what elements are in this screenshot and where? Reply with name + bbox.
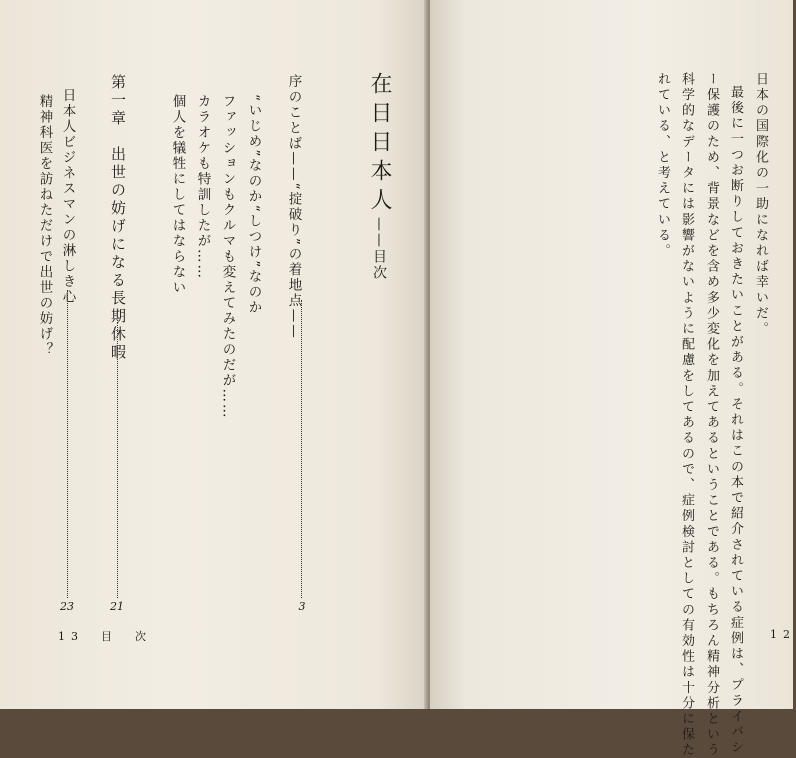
- toc-subitem: 精神科医を訪ねただけで出世の妨げ？: [36, 94, 53, 358]
- right-page: [430, 0, 796, 758]
- toc-section-label: 日本人ビジネスマンの淋しき心: [59, 88, 76, 305]
- toc-subitem: “いじめ”なのか“しつけ”なのか: [245, 94, 262, 316]
- page-title-group: [368, 72, 390, 281]
- page-title: 在日日本人: [367, 72, 392, 217]
- right-folio: 12: [770, 628, 796, 641]
- page-subtitle: ——目次: [371, 217, 387, 281]
- body-line: 科学的なデータには影響がないように配慮をしてあるので、症例検討としての有効性は十分に保た: [679, 72, 694, 758]
- toc-chapter-leader: [117, 322, 118, 598]
- body-line: 日本の国際化の一助になれば幸いだ。: [753, 72, 768, 338]
- toc-chapter-label: 第一章 出世の妨げになる長期休暇: [109, 74, 127, 362]
- toc-subitem: 個人を犠牲にしてはならない: [169, 94, 186, 296]
- toc-preface-leader: [301, 300, 302, 598]
- toc-section-page: 23: [60, 600, 74, 613]
- toc-preface-page: 3: [298, 600, 306, 613]
- toc-subitem: ファッションもクルマも変えてみたのだが……: [219, 94, 236, 420]
- toc-section-leader: [67, 290, 68, 598]
- body-line: 最後に一つお断りしておきたいことがある。それはこの本で紹介されている症例は、プライバシ: [728, 85, 743, 756]
- body-line: ー保護のため、背景などを含め多少変化を加えてあるということである。もちろん精神分析という: [704, 72, 719, 758]
- toc-preface-label: 序のことば——“掟破り”の着地点——: [285, 74, 302, 340]
- left-folio: 13 目 次: [58, 630, 152, 643]
- toc-chapter-page: 21: [110, 600, 124, 613]
- body-line: れている、と考えている。: [655, 72, 670, 260]
- toc-subitem: カラオケも特訓したが……: [194, 94, 211, 280]
